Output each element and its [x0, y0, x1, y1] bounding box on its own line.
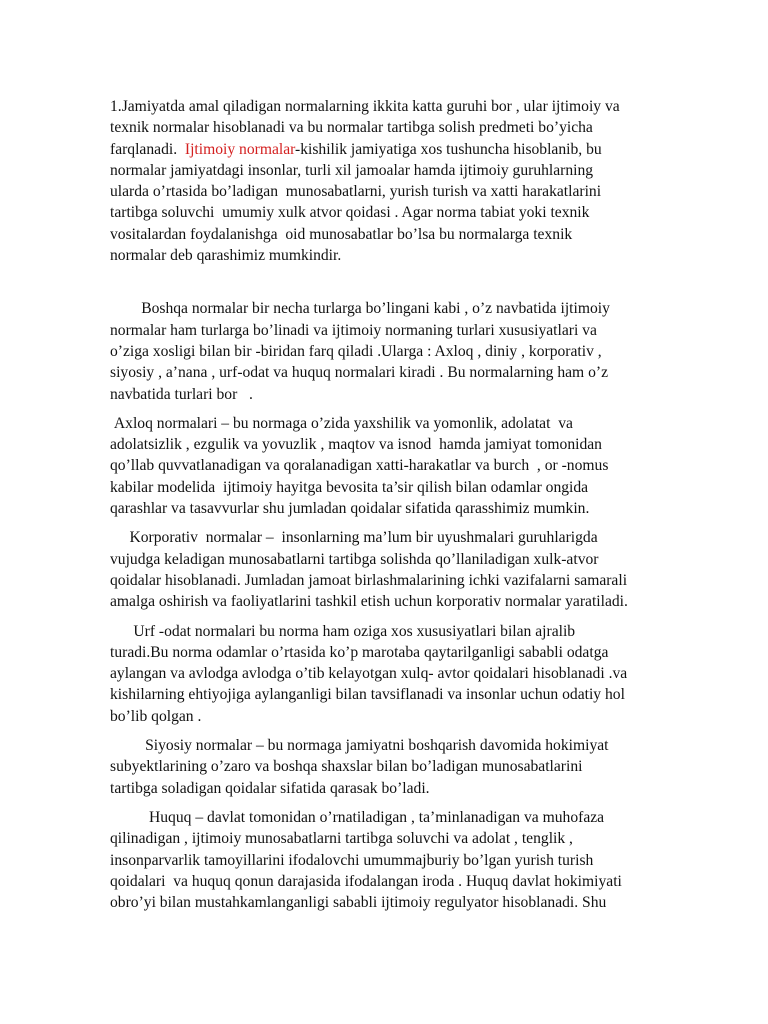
- paragraph-1-text-after: -kishilik jamiyatiga xos tushuncha hisoblanib, bu normalar jamiyatdagi insonlar, turli xil jamoalar hamda ijtimoiy guruhlarning ularda o’rtasida bo’ladigan munosabatlarni, yurish turish va xatti harakatlarini tartibga soluvchi umumiy xulk atvor qoidasi . Agar norma tabiat yoki texnik vositalardan foydalanishga oid munosabatlar bo’lsa bu normalarga texnik normalar deb qarashimiz mumkindir.: [110, 140, 602, 265]
- paragraph-1: [110, 96, 722, 266]
- paragraph-gap: [110, 519, 722, 527]
- highlighted-term: Ijtimoiy normalar: [184, 140, 296, 158]
- paragraph-1-text-before: 1.Jamiyatda amal qiladigan normalarning ikkita katta guruhi bor , ular ijtimoiy va texnik normalar hisoblanadi va bu normalar tartibga solish predmeti bo’yicha farqlanadi.: [110, 98, 620, 158]
- paragraph-2: Boshqa normalar bir necha turlarga bo’lingani kabi , o’z navbatida ijtimoiy normalar ham turlarga bo’linadi va ijtimoiy normaning turlari xususiyatlari va o’ziga xosligi bilan bir -biridan farq qiladi .Ularga : Axloq , diniy , korporativ , siyosiy , a’nana , urf-odat va huquq normalari kiradi . Bu normalarning ham o’z navbatida turlari bor .: [110, 300, 610, 403]
- paragraph-gap: [110, 266, 722, 298]
- paragraph-3: Axloq normalari – bu normaga o’zida yaxshilik va yomonlik, adolatat va adolatsizlik , ezgulik va yovuzlik , maqtov va isnod hamda jamiyat tomonidan qo’llab quvvatlanadigan va qoralanadigan xatti-harakatlar va burch , or -nomus kabilar modelida ijtimoiy hayitga bevosita ta’sir qilish bilan odamlar ongida qarashlar va tasavvurlar shu jumladan qoidalar sifatida qarasshimiz mumkin.: [110, 414, 609, 518]
- paragraph-gap: [110, 727, 722, 735]
- paragraph-gap: [110, 613, 722, 621]
- paragraph-6: Siyosiy normalar – bu normaga jamiyatni boshqarish davomida hokimiyat subyektlarining o’zaro va boshqa shaxslar bilan bo’ladigan munosabatlarini tartibga soladigan qoidalar sifatida qarasak bo’ladi.: [110, 737, 609, 797]
- paragraph-7: Huquq – davlat tomonidan o’rnatiladigan , ta’minlanadigan va muhofaza qilinadigan , ijtimoiy munosabatlarni tartibga soluvchi va adolat , tenglik , insonparvarlik tamoyillarini ifodalovchi umummajburiy bo’lgan yurish turish qoidalari va huquq qonun darajasida ifodalangan iroda . Huquq davlat hokimiyati obro’yi bilan mustahkamlanganligi sababli ijtimoiy regulyator hisoblanadi. Shu: [110, 808, 622, 912]
- paragraph-4: Korporativ normalar – insonlarning ma’lum bir uyushmalari guruhlarigda vujudga keladigan munosabatlarni tartibga solishda qo’llaniladigan xulk-atvor qoidalar hisoblanadi. Jumladan jamoat birlashmalarining ichki vazifalarni samarali amalga oshirish va faoliyatlarini tashkil etish uchun korporativ normalar yaratiladi.: [110, 529, 628, 611]
- paragraph-gap: [110, 799, 722, 807]
- paragraph-gap: [110, 405, 722, 413]
- document-page: [110, 96, 722, 913]
- paragraph-5: Urf -odat normalari bu norma ham oziga xos xususiyatlari bilan ajralib turadi.Bu norma odamlar o’rtasida ko’p marotaba qaytarilganligi sababli odatga aylangan va avlodga avlodga o’tib kelayotgan xulq- avtor qoidalari hisoblanadi .va kishilarning ehtiyojiga aylanganligi bilan tavsiflanadi va insonlar uchun odatiy hol bo’lib qolgan .: [110, 622, 628, 725]
